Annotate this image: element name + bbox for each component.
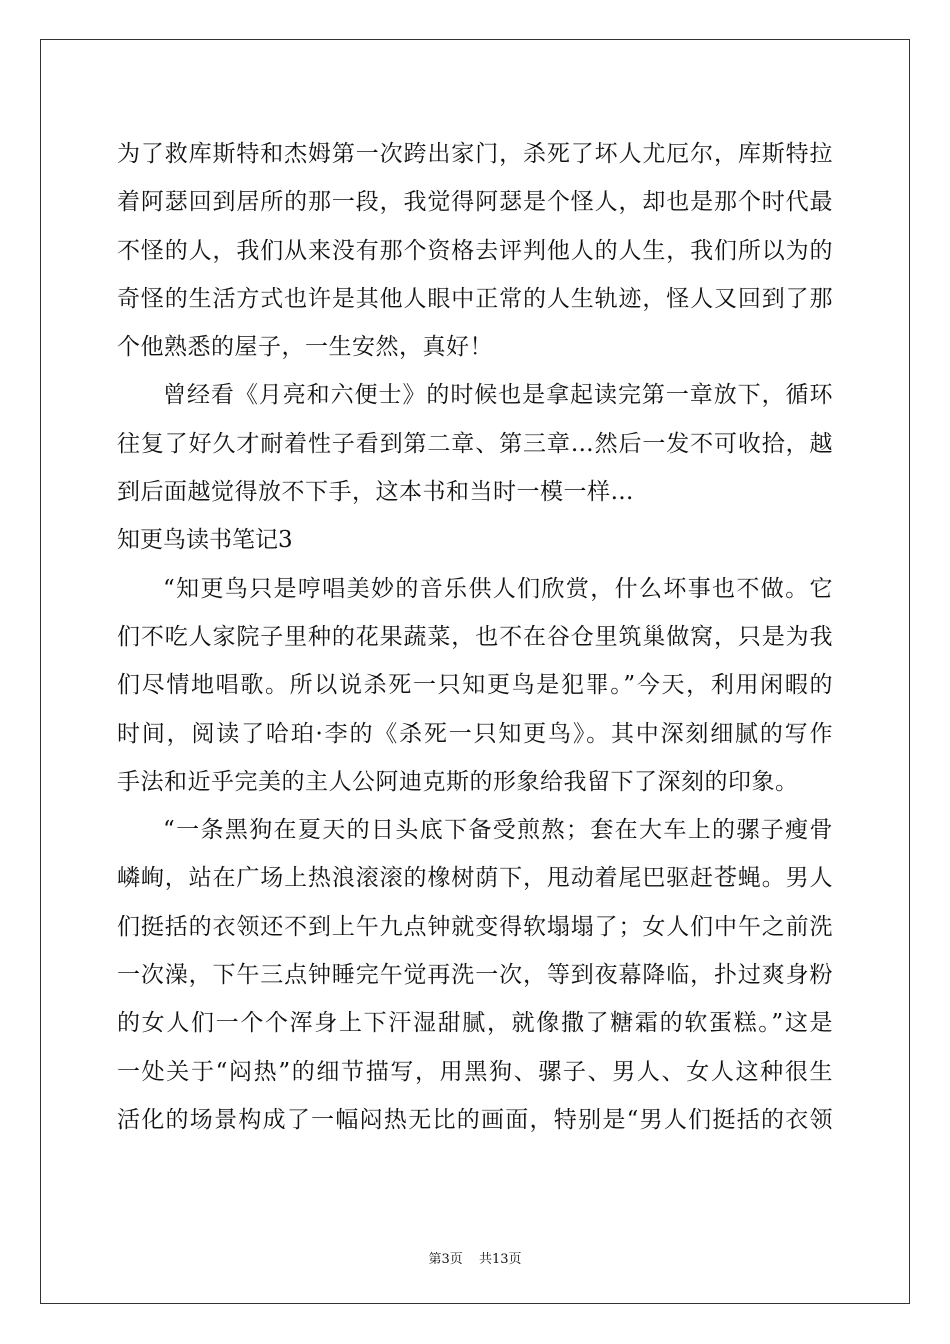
text-line: 为了救库斯特和杰姆第一次跨出家门，杀死了坏人尤厄尔，库斯特拉	[117, 141, 833, 167]
text-line: “知更鸟只是哼唱美妙的音乐供人们欣赏，什么坏事也不做。它	[163, 575, 833, 602]
text-line: 不怪的人，我们从来没有那个资格去评判他人的人生，我们所以为的	[117, 237, 833, 264]
text-line: 一次澡，下午三点钟睡完午觉再洗一次，等到夜幕降临，扑过爽身粉	[117, 962, 833, 989]
text-line: 一处关于“闷热”的细节描写，用黑狗、骡子、男人、女人这种很生	[117, 1058, 833, 1085]
text-line: 往复了好久才耐着性子看到第二章、第三章…然后一发不可收拾，越	[117, 430, 833, 457]
document-body	[117, 130, 833, 1144]
text-line: 着阿瑟回到居所的那一段，我觉得阿瑟是个怪人，却也是那个时代最	[117, 189, 833, 216]
page-total: 共13页	[478, 1252, 522, 1267]
page-footer	[0, 1248, 950, 1267]
section-heading: 知更鸟读书笔记3	[117, 527, 293, 554]
text-line: 们挺括的衣领还不到上午九点钟就变得软塌塌了；女人们中午之前洗	[117, 913, 833, 940]
text-line: 活化的场景构成了一幅闷热无比的画面，特别是“男人们挺括的衣领	[117, 1106, 833, 1133]
text-line: 的女人们一个个浑身上下汗湿甜腻，就像撒了糖霜的软蛋糕。”这是	[117, 1010, 833, 1037]
text-line: 奇怪的生活方式也许是其他人眼中正常的人生轨迹，怪人又回到了那	[117, 285, 833, 312]
text-line: “一条黑狗在夏天的日头底下备受煎熬；套在大车上的骡子瘦骨	[163, 817, 833, 844]
text-line: 们尽情地唱歌。所以说杀死一只知更鸟是犯罪。”今天，利用闲暇的	[117, 672, 833, 699]
text-line: 手法和近乎完美的主人公阿迪克斯的形象给我留下了深刻的印象。	[117, 768, 799, 795]
text-line: 到后面越觉得放不下手，这本书和当时一模一样…	[117, 479, 634, 506]
text-line: 时间，阅读了哈珀·李的《杀死一只知更鸟》。其中深刻细腻的写作	[117, 720, 833, 747]
page-number: 第3页	[428, 1252, 463, 1267]
text-line: 嶙峋，站在广场上热浪滚滚的橡树荫下，甩动着尾巴驱赶苍蝇。男人	[117, 865, 833, 892]
text-line: 个他熟悉的屋子，一生安然，真好！	[117, 334, 493, 361]
text-line: 们不吃人家院子里种的花果蔬菜，也不在谷仓里筑巢做窝，只是为我	[117, 623, 833, 650]
text-line: 曾经看《月亮和六便士》的时候也是拿起读完第一章放下，循环	[163, 382, 833, 409]
